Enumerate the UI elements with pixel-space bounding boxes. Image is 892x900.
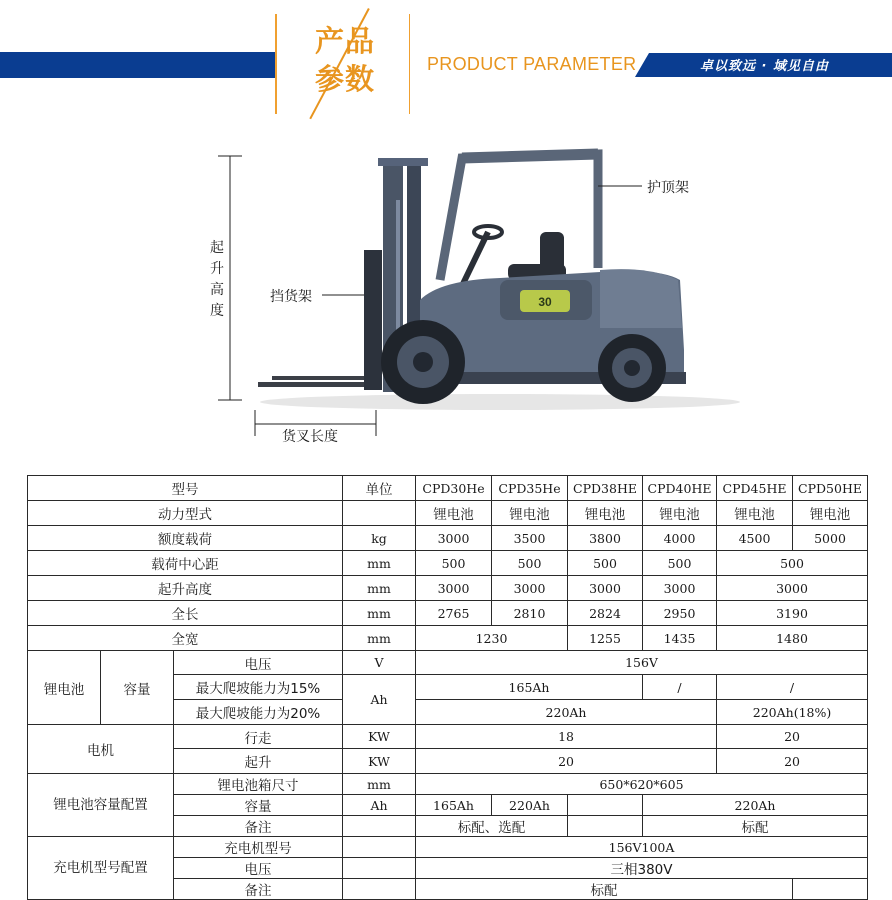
- group-label-capacity: 容量: [101, 651, 174, 725]
- value-cell: 锂电池: [568, 501, 643, 526]
- value-cell: /: [643, 675, 717, 700]
- row-label: 充电机型号: [174, 837, 343, 858]
- table-row-width: [28, 626, 868, 651]
- value-cell: 20: [416, 749, 717, 774]
- value-cell: 500: [416, 551, 492, 576]
- value-cell: 500: [568, 551, 643, 576]
- row-label: 全宽: [28, 626, 343, 651]
- value-cell: 3000: [717, 576, 868, 601]
- value-cell: 1435: [643, 626, 717, 651]
- value-cell: 1255: [568, 626, 643, 651]
- model-cell: CPD35He: [492, 476, 568, 501]
- row-label: 额度载荷: [28, 526, 343, 551]
- value-cell: 3000: [643, 576, 717, 601]
- model-cell: CPD45HE: [717, 476, 793, 501]
- value-cell: 156V100A: [416, 837, 868, 858]
- value-cell: 4000: [643, 526, 717, 551]
- row-label: 行走: [174, 725, 343, 749]
- value-cell: 1230: [416, 626, 568, 651]
- unit-cell: Ah: [343, 675, 416, 725]
- group-label-battery: 锂电池: [28, 651, 101, 725]
- value-cell: 3000: [416, 576, 492, 601]
- value-cell: 5000: [793, 526, 868, 551]
- unit-cell: mm: [343, 774, 416, 795]
- row-label: 最大爬坡能力为20%: [174, 700, 343, 725]
- value-cell: 220Ah: [492, 795, 568, 816]
- value-cell: 锂电池: [492, 501, 568, 526]
- unit-cell: [343, 837, 416, 858]
- value-cell: 165Ah: [416, 675, 643, 700]
- unit-cell: KW: [343, 749, 416, 774]
- rear-wheel: [598, 334, 666, 402]
- header-model: 型号: [28, 476, 343, 501]
- table-row-load-center: [28, 551, 868, 576]
- unit-cell: [343, 501, 416, 526]
- value-cell: 锂电池: [643, 501, 717, 526]
- front-wheel: [381, 320, 465, 404]
- value-cell: 锂电池: [793, 501, 868, 526]
- table-row-rated-load: [28, 526, 868, 551]
- unit-cell: KW: [343, 725, 416, 749]
- table-header-row: [28, 476, 868, 501]
- value-cell: 锂电池: [717, 501, 793, 526]
- value-cell: 2824: [568, 601, 643, 626]
- overhead-guard: [440, 154, 598, 280]
- value-cell: 3190: [717, 601, 868, 626]
- value-cell: 500: [717, 551, 868, 576]
- row-label: 备注: [174, 816, 343, 837]
- value-cell: 3000: [568, 576, 643, 601]
- unit-cell: mm: [343, 601, 416, 626]
- row-label: 动力型式: [28, 501, 343, 526]
- value-cell: 156V: [416, 651, 868, 675]
- row-label: 起升高度: [28, 576, 343, 601]
- table-row-charger-model: [28, 837, 868, 858]
- value-cell: 三相380V: [416, 858, 868, 879]
- group-label-charger: 充电机型号配置: [28, 837, 174, 900]
- unit-cell: [343, 858, 416, 879]
- value-cell: [793, 879, 868, 900]
- row-label: 电压: [174, 651, 343, 675]
- page-title-en: PRODUCT PARAMETER: [427, 54, 637, 74]
- value-cell: 2810: [492, 601, 568, 626]
- unit-cell: kg: [343, 526, 416, 551]
- label-overhead-guard: 护顶架: [647, 180, 689, 196]
- table-row-box-size: [28, 774, 868, 795]
- value-cell: 165Ah: [416, 795, 492, 816]
- value-cell: 220Ah: [416, 700, 717, 725]
- value-cell: 标配: [416, 879, 793, 900]
- model-cell: CPD38HE: [568, 476, 643, 501]
- title-cn-line1: 产品: [314, 24, 375, 58]
- floor-shadow: [260, 394, 740, 410]
- label-fork-length: 货叉长度: [282, 429, 338, 445]
- value-cell: 18: [416, 725, 717, 749]
- row-label: 全长: [28, 601, 343, 626]
- table-row-lift-height: [28, 576, 868, 601]
- model-cell: CPD30He: [416, 476, 492, 501]
- value-cell: 锂电池: [416, 501, 492, 526]
- value-cell: 650*620*605: [416, 774, 868, 795]
- row-label: 起升: [174, 749, 343, 774]
- table-row-battery-voltage: [28, 651, 868, 675]
- value-cell: 20: [717, 725, 868, 749]
- value-cell: 2950: [643, 601, 717, 626]
- value-cell: 4500: [717, 526, 793, 551]
- value-cell: 1480: [717, 626, 868, 651]
- row-label: 锂电池箱尺寸: [174, 774, 343, 795]
- row-label: 容量: [174, 795, 343, 816]
- group-label-battery-config: 锂电池容量配置: [28, 774, 174, 837]
- group-label-motor: 电机: [28, 725, 174, 774]
- value-cell: 3800: [568, 526, 643, 551]
- model-badge: 30: [538, 295, 552, 309]
- row-label: 电压: [174, 858, 343, 879]
- header-bar-left: [0, 52, 298, 78]
- unit-cell: [343, 816, 416, 837]
- unit-cell: Ah: [343, 795, 416, 816]
- title-cn-line2: 参数: [314, 62, 375, 96]
- value-cell: 500: [643, 551, 717, 576]
- value-cell: 2765: [416, 601, 492, 626]
- table-row-motor-drive: [28, 725, 868, 749]
- value-cell: /: [717, 675, 868, 700]
- forklift-illustration: [0, 140, 892, 460]
- value-cell: 3500: [492, 526, 568, 551]
- label-load-backrest: 挡货架: [270, 289, 312, 305]
- value-cell: 3000: [416, 526, 492, 551]
- value-cell: 500: [492, 551, 568, 576]
- unit-cell: mm: [343, 551, 416, 576]
- value-cell: 220Ah: [643, 795, 868, 816]
- value-cell: 标配: [643, 816, 868, 837]
- header-unit: 单位: [343, 476, 416, 501]
- unit-cell: mm: [343, 576, 416, 601]
- row-label: 最大爬坡能力为15%: [174, 675, 343, 700]
- unit-cell: V: [343, 651, 416, 675]
- value-cell: 220Ah(18%): [717, 700, 868, 725]
- model-cell: CPD40HE: [643, 476, 717, 501]
- header-slogan: 卓以致远 · 域见自由: [700, 59, 829, 74]
- unit-cell: [343, 879, 416, 900]
- unit-cell: mm: [343, 626, 416, 651]
- row-label: 备注: [174, 879, 343, 900]
- table-row-length: [28, 601, 868, 626]
- value-cell: [568, 816, 643, 837]
- value-cell: 20: [717, 749, 868, 774]
- value-cell: [568, 795, 643, 816]
- table-row-power: [28, 501, 868, 526]
- value-cell: 标配、选配: [416, 816, 568, 837]
- forks: [258, 376, 382, 387]
- page-title-cn: [300, 22, 390, 98]
- row-label: 载荷中心距: [28, 551, 343, 576]
- value-cell: 3000: [492, 576, 568, 601]
- model-cell: CPD50HE: [793, 476, 868, 501]
- spec-table: [27, 475, 868, 900]
- label-lift-height: 起升高度: [210, 240, 224, 319]
